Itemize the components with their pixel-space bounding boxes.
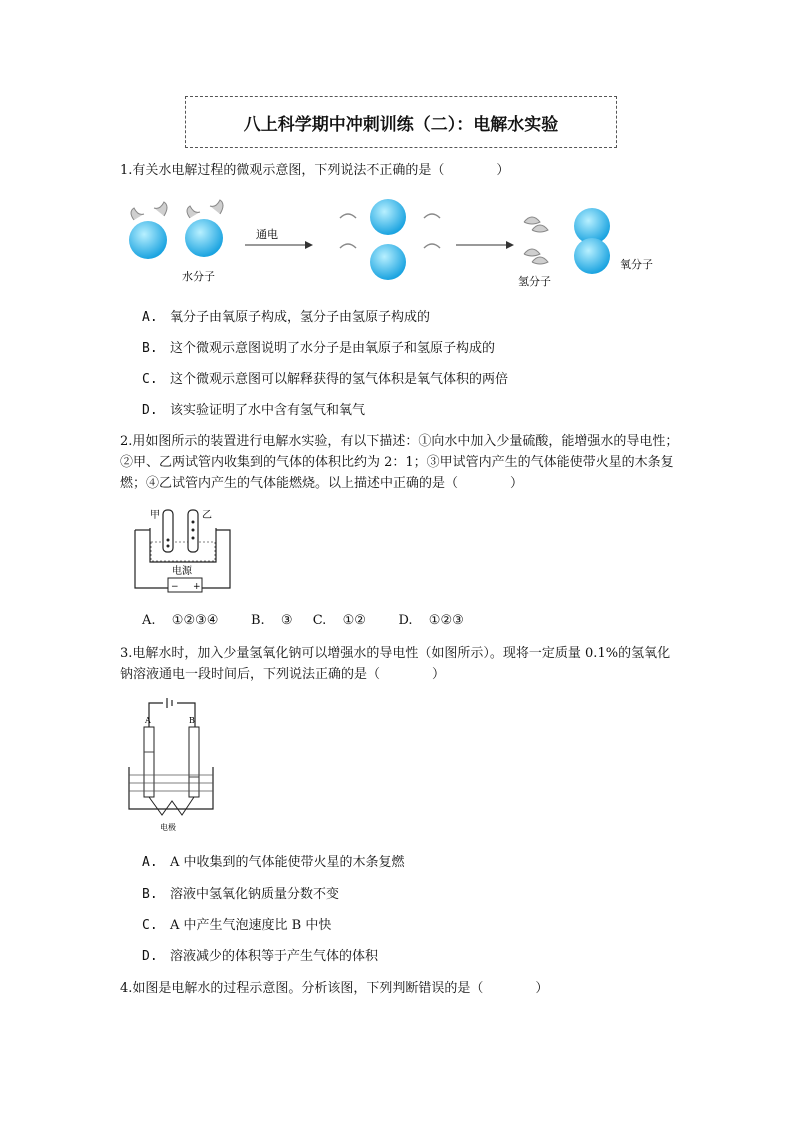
- oxygen-molecule: [574, 208, 610, 274]
- q2-options: [142, 613, 480, 628]
- title-box: [185, 96, 617, 148]
- q2-option-a[interactable]: A. ①②③④: [142, 613, 219, 628]
- hydrogen-molecule-label: 氢分子: [518, 275, 551, 288]
- arrow-label: 通电: [256, 228, 278, 241]
- q2-option-c[interactable]: C. ①②: [312, 613, 366, 628]
- q3-option-c[interactable]: C. A 中产生气泡速度比 B 中快: [142, 918, 332, 933]
- question-2-stem: 2.用如图所示的装置进行电解水实验，有以下描述：①向水中加入少量硫酸，能增强水的导电性；②甲、乙两试管内收集到的气体的体积比约为 2：1；③甲试管内产生的气体能使带火星的木条复燃；④乙试管内产生的气体能燃烧。以上描述中正确的是（ ）: [120, 434, 679, 491]
- page-title: 八上科学期中冲刺训练（二）：电解水实验: [243, 114, 559, 135]
- oxygen-atom: [370, 199, 406, 235]
- power-label: 电源: [172, 566, 192, 577]
- q2-option-b[interactable]: B. ③: [250, 613, 293, 628]
- label-b: B: [189, 716, 195, 725]
- question-3-stem: 3.电解水时，加入少量氢氧化钠可以增强水的导电性（如图所示）。现将一定质量 0.1%的氢氧化钠溶液通电一段时间后，下列说法正确的是（ ）: [120, 646, 671, 682]
- label-jia: 甲: [150, 510, 160, 521]
- tube-b: [189, 727, 199, 797]
- q3-figure: [127, 697, 217, 837]
- water-molecule: [129, 202, 167, 259]
- power-minus: −: [171, 582, 179, 592]
- q3-option-d[interactable]: D. 溶液减少的体积等于产生气体的体积: [142, 949, 379, 964]
- oxygen-molecule-label: 氧分子: [620, 258, 653, 271]
- q1-option-d[interactable]: D. 该实验证明了水中含有氢气和氧气: [142, 403, 366, 418]
- q2-option-d[interactable]: D. ①②③: [398, 613, 464, 628]
- q1-option-b[interactable]: B. 这个微观示意图说明了水分子是由氧原子和氢原子构成的: [142, 341, 496, 356]
- question-4-stem: 4.如图是电解水的过程示意图。分析该图，下列判断错误的是（ ）: [120, 981, 549, 996]
- q1-option-c[interactable]: C. 这个微观示意图可以解释获得的氢气体积是氧气体积的两倍: [142, 372, 509, 387]
- water-molecule-label: 水分子: [182, 270, 215, 283]
- power-plus: +: [193, 582, 201, 592]
- hydrogen-molecule: [524, 217, 548, 264]
- water-molecule: [185, 200, 223, 257]
- q2-figure: [130, 500, 240, 595]
- question-1-stem: 1.有关水电解过程的微观示意图，下列说法不正确的是（ ）: [120, 163, 510, 178]
- q3-option-b[interactable]: B. 溶液中氢氧化钠质量分数不变: [142, 887, 340, 902]
- q3-option-a[interactable]: A. A 中收集到的气体能使带火星的木条复燃: [142, 855, 405, 870]
- oxygen-atom: [370, 244, 406, 280]
- electrode-label: 电极: [160, 823, 176, 832]
- label-a: A: [145, 716, 151, 725]
- label-yi: 乙: [202, 510, 212, 521]
- q1-option-a[interactable]: A. 氧分子由氧原子构成，氢分子由氢原子构成的: [142, 310, 431, 325]
- tube-a: [144, 727, 154, 797]
- q1-figure: [120, 190, 680, 290]
